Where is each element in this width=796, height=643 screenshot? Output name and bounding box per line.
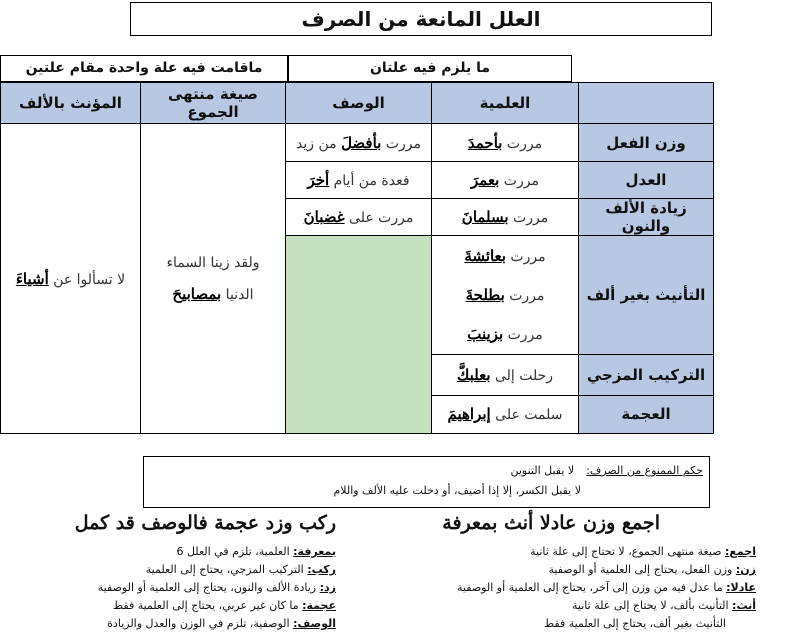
header-wasf: الوصف	[286, 83, 432, 124]
group-one-cause: ماقامت فيه علة واحدة مقام علتين	[0, 55, 288, 82]
list-item: عجمة: ما كان غير عربي، يحتاج إلى العلمية فقط	[112, 599, 336, 612]
row-label: زيادة الألف والنون	[579, 198, 714, 235]
wasf-example: مررت بأفضلَ من زيد	[286, 124, 432, 161]
example-word: غضبانَ	[303, 208, 345, 227]
rule-box	[143, 456, 710, 508]
example-word: بأفضلَ	[341, 133, 382, 152]
example-word: بمصابيحَ	[172, 284, 222, 303]
table-header-row	[1, 83, 714, 124]
sigha-example: ولقد زينا السماء الدنيا بمصابيحَ	[141, 124, 286, 434]
causes-table	[0, 82, 714, 434]
table-row	[1, 124, 714, 161]
rule-line-2: لا يقبل الكسر، إلا إذا أضيف، أو دخلت عليه الألف واللام	[333, 484, 581, 497]
alamiya-example: سلمت على إبراهيمَ	[432, 395, 579, 433]
example-word: بطلحةَ	[465, 285, 505, 304]
header-alamiya: العلمية	[432, 83, 579, 124]
list-item: زن: وزن الفعل، يحتاج إلى العلمية أو الوصفية	[548, 563, 756, 576]
list-item: عادلا: ما عدل فيه من وزن إلى آخر، يحتاج إلى العلمية أو الوصفية	[457, 581, 756, 594]
row-label: وزن الفعل	[579, 124, 714, 161]
key-list-right	[426, 543, 756, 633]
key-list-left	[6, 543, 336, 633]
header-sigha: صيغة منتهى الجموع	[141, 83, 286, 124]
example-word: بعائشةَ	[464, 246, 506, 265]
list-item: زد: زيادة الألف والنون، يحتاج إلى العلمية أو الوصفية	[97, 581, 336, 594]
wasf-example: فعدة من أيام أخرَ	[286, 161, 432, 198]
empty-cell	[286, 236, 432, 434]
example-word: بأحمدَ	[467, 133, 503, 152]
list-item: أنث: التأنيث بألف، لا يحتاج إلى علة ثانية	[572, 599, 756, 612]
rule-label: حكم الممنوع من الصرف:	[586, 464, 703, 477]
list-item: بمعرفة: العلمية، تلزم في العلل 6	[176, 545, 336, 558]
mnemonic-right: اجمع وزن عادلا أنث بمعرفة	[442, 512, 660, 534]
header-corner	[579, 83, 714, 124]
alamiya-example: مررت بعمرَ	[432, 161, 579, 198]
example-word: أشياءَ	[15, 269, 49, 288]
list-item: اجمع: صيغة منتهى الجموع، لا تحتاج إلى علة ثانية	[530, 545, 756, 558]
example-word: بزينبَ	[467, 324, 504, 343]
row-label: العدل	[579, 161, 714, 198]
page-title: العلل المانعة من الصرف	[301, 7, 541, 31]
alamiya-example: مررت بأحمدَ	[432, 124, 579, 161]
mnemonic-left: ركب وزد عجمة فالوصف قد كمل	[74, 512, 336, 534]
muannath-example: لا تسألوا عن أشياءَ	[1, 124, 141, 434]
example-word: إبراهيمَ	[447, 405, 491, 424]
example-word: بعلبكَّ	[456, 365, 491, 384]
alamiya-example: مررت بعائشةَ مررت بطلحةَ مررت بزينبَ	[432, 236, 579, 355]
list-item: التأنيث بغير ألف، يحتاج إلى العلمية فقط	[543, 617, 726, 630]
example-word: أخرَ	[307, 170, 330, 189]
title-box	[130, 2, 712, 36]
example-word: بسلمانَ	[461, 208, 509, 227]
wasf-example: مررت على غضبانَ	[286, 198, 432, 235]
alamiya-example: رحلت إلى بعلبكَّ	[432, 355, 579, 395]
rule-line-1: لا يقبل التنوين	[510, 464, 575, 477]
row-label: التأنيث بغير ألف	[579, 236, 714, 355]
row-label: التركيب المزجي	[579, 355, 714, 395]
example-word: بعمرَ	[471, 170, 500, 189]
group-two-causes: ما يلزم فيه علتان	[288, 55, 572, 82]
list-item: ركب: التركيب المزجي، يحتاج إلى العلمية	[145, 563, 336, 576]
alamiya-example: مررت بسلمانَ	[432, 198, 579, 235]
header-muannath: المؤنث بالألف	[1, 83, 141, 124]
list-item: الوصف: الوصفية، تلزم في الوزن والعدل والزيادة	[107, 617, 336, 630]
row-label: العجمة	[579, 395, 714, 433]
